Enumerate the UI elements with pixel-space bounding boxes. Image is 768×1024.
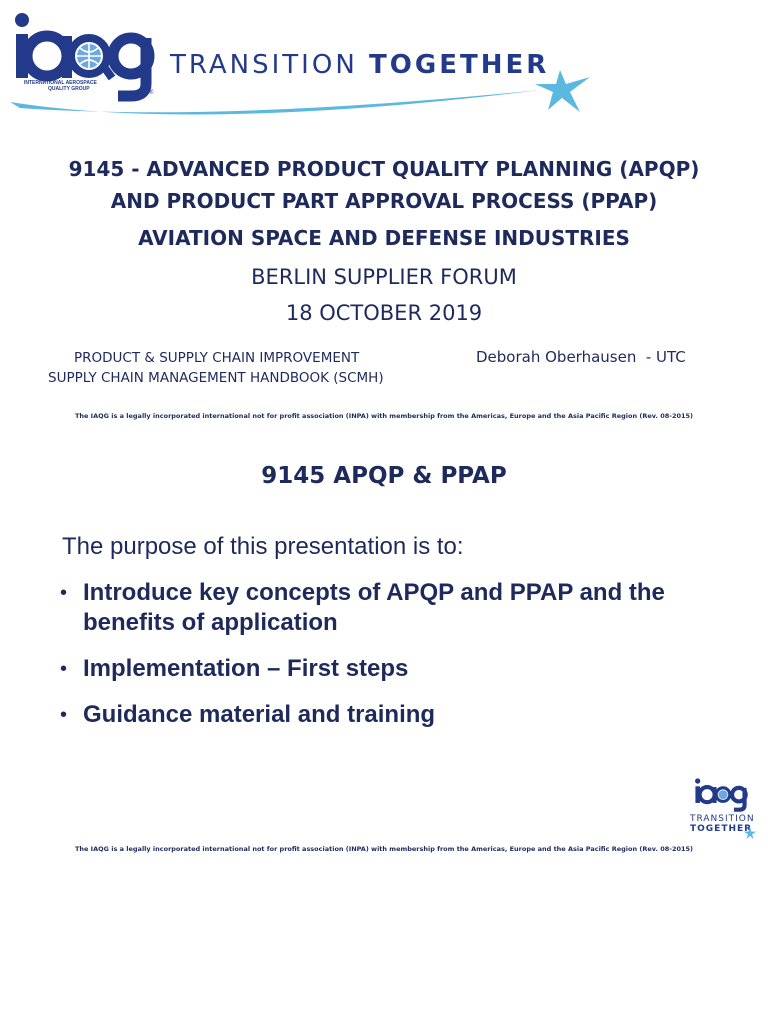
bullet-icon: • [60, 658, 68, 680]
bullet-icon: • [60, 582, 68, 604]
dept-line-1: PRODUCT & SUPPLY CHAIN IMPROVEMENT [74, 350, 360, 366]
bullet-item [60, 700, 740, 730]
bullet-icon: • [60, 704, 68, 726]
small-logo-graphic [688, 778, 758, 812]
slide-title: 9145 APQP & PPAP [261, 463, 507, 489]
svg-text:®: ® [149, 90, 154, 96]
swoosh-shape [10, 90, 540, 115]
small-star-icon [743, 826, 757, 840]
dept-line-2: SUPPLY CHAIN MANAGEMENT HANDBOOK (SCMH) [48, 370, 384, 386]
cover-event: BERLIN SUPPLIER FORUM [251, 265, 517, 289]
cover-date: 18 OCTOBER 2019 [285, 301, 483, 325]
banner-word-together: TOGETHER [369, 50, 550, 80]
star-icon [535, 70, 590, 112]
bullet-list [60, 578, 740, 746]
logo-subtitle-line-2: QUALITY GROUP [48, 86, 90, 92]
cover-title-line-3: AVIATION SPACE AND DEFENSE INDUSTRIES [138, 226, 630, 250]
swoosh-star-graphic [0, 60, 600, 130]
bullet-text: Introduce key concepts of APQP and PPAP and the benefits of application [83, 579, 665, 636]
logo-subtitle-line-1: INTERNATIONAL AEROSPACE [24, 80, 97, 86]
bullet-text: Implementation – First steps [83, 655, 409, 682]
cover-title-line-2: AND PRODUCT PART APPROVAL PROCESS (PPAP) [110, 189, 658, 213]
cover-footnote: The IAQG is a legally incorporated international not for profit association (INPA) with membership from the Americas, Europe and the Asia Pacific Region (Rev. 08-2015) [74, 412, 694, 420]
small-logo-word-1: TRANSITION [690, 814, 755, 824]
small-iaqg-logo [688, 778, 758, 838]
small-logo-word-2: TOGETHER [690, 824, 753, 834]
slide-footnote: The IAQG is a legally incorporated international not for profit association (INPA) with membership from the Americas, Europe and the Asia Pacific Region (Rev. 08-2015) [74, 845, 694, 853]
presenter-name: Deborah Oberhausen - UTC [476, 348, 686, 366]
bullet-text: Guidance material and training [83, 701, 436, 728]
bullet-item [60, 654, 740, 684]
purpose-intro: The purpose of this presentation is to: [62, 533, 464, 560]
bullet-item [60, 578, 740, 638]
cover-title-line-1: 9145 - ADVANCED PRODUCT QUALITY PLANNING (APQP) [68, 157, 700, 181]
banner-word-transition: TRANSITION [170, 50, 358, 80]
